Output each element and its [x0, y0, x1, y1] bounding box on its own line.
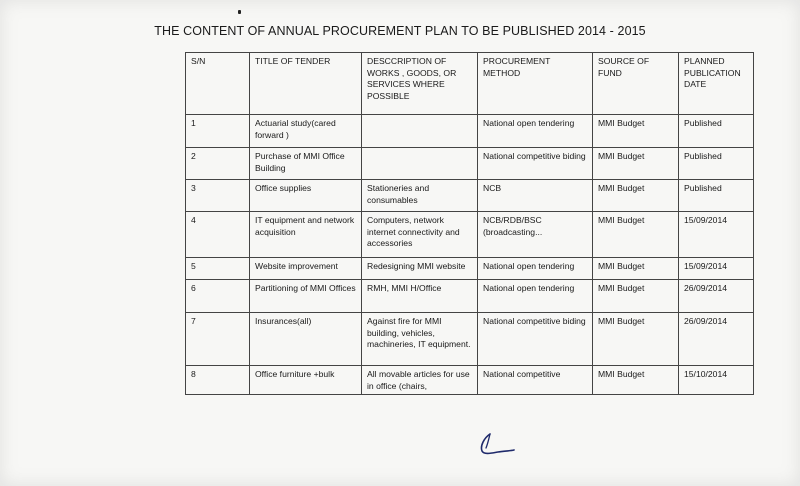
cell-sn: 3	[186, 180, 250, 212]
table-row	[186, 313, 754, 366]
cell-source: MMI Budget	[593, 313, 679, 366]
cell-source: MMI Budget	[593, 180, 679, 212]
cell-sn: 8	[186, 366, 250, 395]
cell-date: 26/09/2014	[679, 280, 754, 313]
handwritten-initial-signature	[476, 428, 516, 458]
cell-title: Office supplies	[250, 180, 362, 212]
cell-description	[362, 148, 478, 180]
header-sn: S/N	[186, 53, 250, 115]
cell-date: Published	[679, 115, 754, 148]
cell-method: National open tendering	[478, 115, 593, 148]
cell-description: Redesigning MMI website	[362, 258, 478, 280]
table-row	[186, 258, 754, 280]
cell-source: MMI Budget	[593, 258, 679, 280]
cell-method: National open tendering	[478, 280, 593, 313]
cell-method: National competitive biding	[478, 313, 593, 366]
cell-method: NCB	[478, 180, 593, 212]
ink-mark	[238, 10, 241, 14]
cell-description: Against fire for MMI building, vehicles, machineries, IT equipment.	[362, 313, 478, 366]
cell-date: 15/09/2014	[679, 212, 754, 258]
table-row	[186, 115, 754, 148]
header-source: SOURCE OF FUND	[593, 53, 679, 115]
table-header-row	[186, 53, 754, 115]
header-method: PROCUREMENT METHOD	[478, 53, 593, 115]
procurement-plan-table	[185, 52, 754, 395]
cell-title: Purchase of MMI Office Building	[250, 148, 362, 180]
cell-method: NCB/RDB/BSC (broadcasting...	[478, 212, 593, 258]
cell-date: 26/09/2014	[679, 313, 754, 366]
cell-date: 15/10/2014	[679, 366, 754, 395]
cell-sn: 7	[186, 313, 250, 366]
table-row	[186, 280, 754, 313]
cell-method: National competitive biding	[478, 148, 593, 180]
cell-title: Actuarial study(cared forward )	[250, 115, 362, 148]
cell-title: Office furniture +bulk	[250, 366, 362, 395]
cell-date: Published	[679, 148, 754, 180]
cell-source: MMI Budget	[593, 115, 679, 148]
cell-sn: 4	[186, 212, 250, 258]
cell-description: Stationeries and consumables	[362, 180, 478, 212]
cell-title: Insurances(all)	[250, 313, 362, 366]
cell-description: All movable articles for use in office (chairs,	[362, 366, 478, 395]
table-row	[186, 366, 754, 395]
cell-date: Published	[679, 180, 754, 212]
table-row	[186, 180, 754, 212]
header-description: DESCCRIPTION OF WORKS , GOODS, OR SERVICES WHERE POSSIBLE	[362, 53, 478, 115]
cell-method: National open tendering	[478, 258, 593, 280]
cell-title: Partitioning of MMI Offices	[250, 280, 362, 313]
cell-title: IT equipment and network acquisition	[250, 212, 362, 258]
cell-sn: 5	[186, 258, 250, 280]
table-row	[186, 148, 754, 180]
table-row	[186, 212, 754, 258]
cell-description: Computers, network internet connectivity and accessories	[362, 212, 478, 258]
cell-source: MMI Budget	[593, 212, 679, 258]
cell-date: 15/09/2014	[679, 258, 754, 280]
cell-source: MMI Budget	[593, 280, 679, 313]
cell-sn: 2	[186, 148, 250, 180]
cell-description	[362, 115, 478, 148]
document-title: THE CONTENT OF ANNUAL PROCUREMENT PLAN TO BE PUBLISHED 2014 - 2015	[154, 24, 646, 38]
cell-sn: 1	[186, 115, 250, 148]
cell-sn: 6	[186, 280, 250, 313]
cell-source: MMI Budget	[593, 148, 679, 180]
header-title: TITLE OF TENDER	[250, 53, 362, 115]
header-date: PLANNED PUBLICATION DATE	[679, 53, 754, 115]
cell-method: National competitive	[478, 366, 593, 395]
cell-source: MMI Budget	[593, 366, 679, 395]
cell-description: RMH, MMI H/Office	[362, 280, 478, 313]
cell-title: Website improvement	[250, 258, 362, 280]
